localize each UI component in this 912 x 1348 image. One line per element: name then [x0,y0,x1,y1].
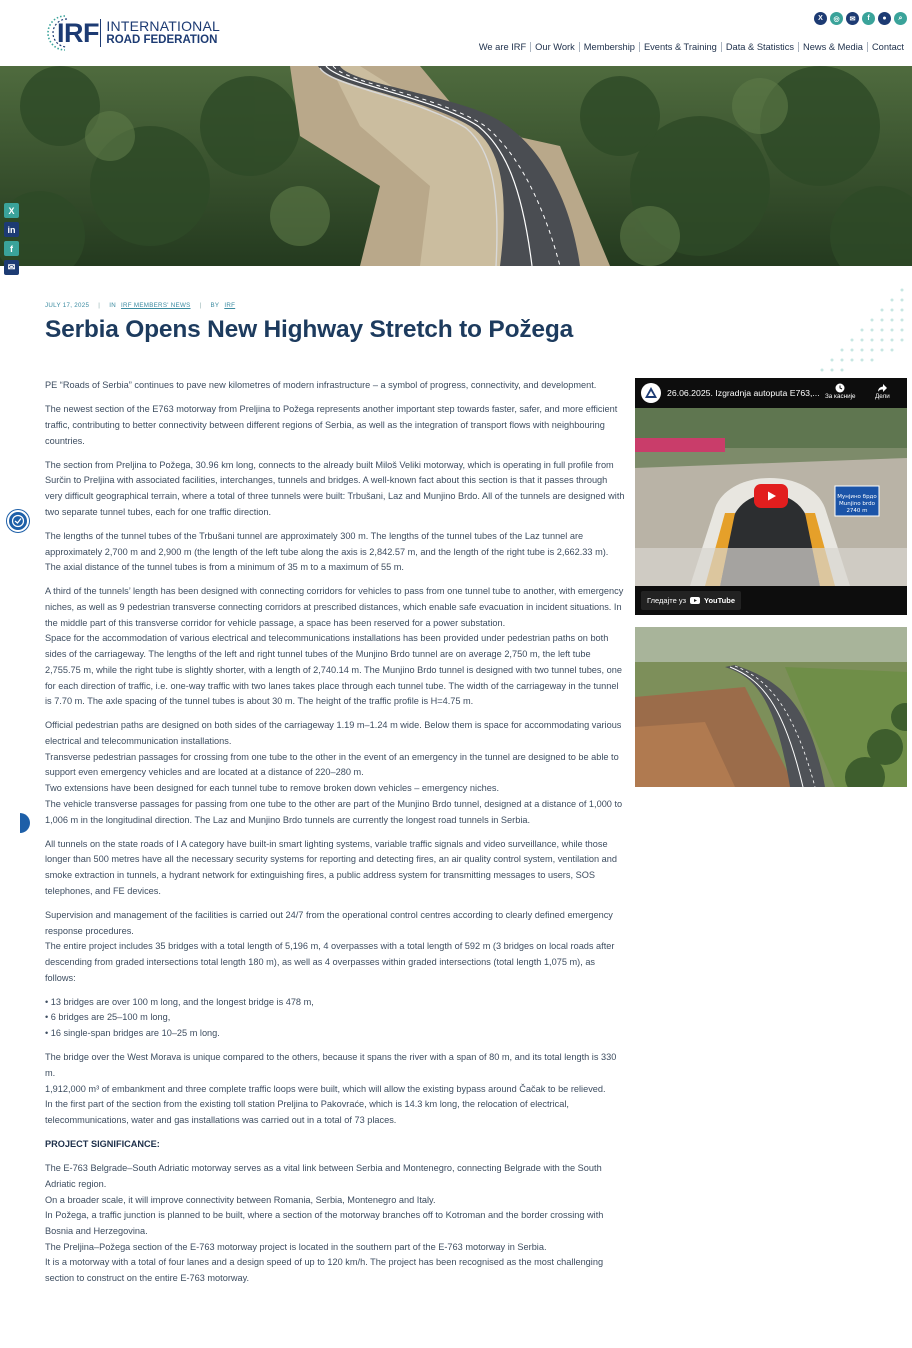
list-item: • 16 single-span bridges are 10–25 m long. [45,1028,220,1039]
x-icon[interactable]: X [814,12,827,25]
paragraph: 1,912,000 m³ of embankment and three complete traffic loops were built, which will allow the existing bypass around Čačak to be relieved. [45,1083,606,1094]
watch-later-label: За касније [825,393,856,400]
logo-wordmark [106,19,220,47]
nav-membership[interactable]: Membership [583,42,635,52]
share-icon [877,383,888,393]
category-link[interactable]: IRF MEMBERS' NEWS [120,302,191,309]
x-icon[interactable]: X [4,203,19,218]
youtube-wordmark: YouTube [704,596,735,605]
list-item: • 13 bridges are over 100 m long, and the longest bridge is 478 m, [45,996,314,1007]
facebook-icon[interactable]: f [862,12,875,25]
logo-line2: ROAD FEDERATION [106,34,218,47]
paragraph: The Preljina–Požega section of the E-763 motorway project is located in the southern part of the E-763 motorway in Serbia. [45,1241,547,1252]
paragraph: Official pedestrian paths are designed on both sides of the carriageway 1.19 m–1.24 m wide. Below them is space for accommodating various electrical and telecommunication installations. [45,720,622,747]
paragraph: The section from Preljina to Požega, 30.96 km long, connects to the already built Miloš Veliki motorway, which is operating in full profile from Surčin to Preljina with associated facilities, interchanges, tunnels and bridges. A well-known fact about this section is that it passes through very difficult geographical terrain, where a total of three tunnels were built: Trbušani, Laz and Munjino Brdo. All of the tunnels are designed with two separate tunnel tubes, each for one traffic direction. [45,459,625,517]
motorway-aerial-photo [635,627,907,787]
search-icon[interactable]: ⌕ [894,12,907,25]
header-social-links [814,12,907,25]
page-title: Serbia Opens New Highway Stretch to Požega [45,316,574,343]
paragraph: In the first part of the section from the existing toll station Preljina to Pakovraće, which is 14.3 km long, the relocation of electrical, telecommunications, water and gas installations was carried out in a total of 73 places. [45,1099,569,1126]
logo-mark [45,12,100,54]
irf-logo[interactable] [45,12,220,54]
logo-abbreviation: IRF [57,18,99,48]
share-label: Дели [875,393,890,400]
watch-on-youtube-button[interactable] [641,591,741,610]
main-nav [475,42,908,52]
accessibility-icon [11,514,25,528]
video-title[interactable]: 26.06.2025. Izgradnja autoputa E763,... [667,388,820,398]
paragraph: In Požega, a traffic junction is planned to be built, where a section of the motorway branches off to Kotroman and the border crossing with Bosnia and Herzegovina. [45,1210,604,1237]
paragraph: Space for the accommodation of various electrical and telecommunications installations has been provided under pedestrian paths on both sides of the carriageway. The lengths of the left and right tunnel tubes of the Munjino Brdo tunnel are on average 2,750 m, the left tube 2,755.75 m, while the right tube is slightly shorter, with a length of 2,740.14 m. The Munjino Brdo tunnel is designed with two tunnel tubes, one for each direction of traffic, i.e. one-way traffic with two lanes takes place through each tunnel tube. The width of the carriageway in the tunnel is 7.70 m. The axle spacing of the tunnel tubes is about 30 m. The height of the traffic profile is H=4.75 m. [45,633,622,707]
dots-decoration [802,280,912,380]
watch-later-button[interactable] [825,383,856,400]
nav-our-work[interactable]: Our Work [535,42,575,52]
video-header [635,378,907,408]
paragraph: The bridge over the West Morava is unique compared to the others, because it spans the river with a span of 80 m, and its total length is 330 m. [45,1052,617,1078]
paragraph: The E-763 Belgrade–South Adriatic motorway serves as a vital link between Serbia and Montenegro, connecting Belgrade with the South Adriatic region. [45,1163,602,1189]
paragraph: Supervision and management of the facilities is carried out 24/7 from the operational control centres according to clearly defined emergency response procedures. [45,909,613,936]
author-link[interactable]: IRF [224,302,236,309]
meta-divider: | [199,302,202,309]
by-label: BY [210,302,220,309]
paragraph: The vehicle transverse passages for passing from one tube to the other are part of the Munjino Brdo tunnel, designed at a distance of 1,000 to 1,006 m in the longitudinal direction. The Laz and Munjino Brdo tunnels are currently the longest road tunnels in Serbia. [45,798,623,825]
paragraph: Transverse pedestrian passages for crossing from one tube to the other in the event of an emergency in the tunnel are designed to be able to support even emergency vehicles and are located at a distance of 220–280 m. [45,751,619,778]
flickr-icon[interactable]: ● [878,12,891,25]
share-bar [4,203,19,275]
youtube-logo-icon [690,597,700,604]
nav-news-media[interactable]: News & Media [803,42,863,52]
section-heading: PROJECT SIGNIFICANCE: [45,1139,160,1150]
clock-icon [835,383,845,393]
paragraph: The lengths of the tunnel tubes of the Trbušani tunnel are approximately 300 m. The lengths of the tunnel tubes of the Laz tunnel are approximately 2,700 m and 2,900 m (the length of the left tube along the axis is 2,842.57 m, and the length of the right tube is 2,662.33 m). The axial distance of the tunnel tubes is from a minimum of 35 m to a maximum of 55 m. [45,530,609,573]
nav-contact[interactable]: Contact [871,42,904,52]
side-tab-toggle[interactable] [20,813,30,833]
nav-events-training[interactable]: Events & Training [643,42,717,52]
article-body [45,378,625,1287]
paragraph: All tunnels on the state roads of I A category have built-in smart lighting systems, variable traffic signals and video surveillance, while those longer than 500 metres have all the necessary security systems for reporting and detecting fires, an air quality control system, ventilation and smoke extraction in tunnels, a hydrant network for extinguishing fires, a public address system for transmitting messages to users, SOS telephones, and FE devices. [45,838,617,896]
sign-line1: Мунјино брдо [837,494,877,500]
instagram-icon[interactable]: ◎ [830,12,843,25]
sign-line2: Munjino brdo [839,501,875,507]
paragraph: The newest section of the E763 motorway from Preljina to Požega represents another important step towards faster, safer, and more efficient traffic, contributing to better connectivity between different regions of Serbia, as well as the integration of transport flows with neighbouring countries. [45,404,618,446]
nav-we-are-irf[interactable]: We are IRF [478,42,527,52]
paragraph: It is a motorway with a total of four lanes and a design speed of up to 120 km/h. The project has been recognised as the most challenging section to construct on the entire E-763 motorway. [45,1257,604,1284]
nav-data-statistics[interactable]: Data & Statistics [725,42,795,52]
video-footer [635,586,907,615]
post-date: JULY 17, 2025 [45,302,90,309]
email-icon[interactable]: ✉ [846,12,859,25]
meta-divider: | [98,302,101,309]
paragraph: The entire project includes 35 bridges with a total length of 5,196 m, 4 overpasses with a total length of 592 m (3 bridges on local roads after descending from graded intersections total length 180 m), as well as 4 overpasses within graded intersections (total length 1,075 m), as follows: [45,941,615,983]
paragraph: On a broader scale, it will improve connectivity between Romania, Serbia, Montenegro and Italy. [45,1194,436,1205]
post-meta [45,302,235,309]
email-icon[interactable]: ✉ [4,260,19,275]
paragraph: PE “Roads of Serbia” continues to pave new kilometres of modern infrastructure – a symbol of progress, connectivity, and development. [45,380,597,390]
site-header [0,0,912,66]
youtube-embed[interactable] [635,378,907,615]
accessibility-button[interactable] [7,510,29,532]
list-item: • 6 bridges are 25–100 m long, [45,1012,171,1023]
facebook-icon[interactable]: f [4,241,19,256]
watch-on-label: Гледајте уз [647,596,687,605]
share-button[interactable] [875,383,890,400]
play-icon [765,490,777,502]
sign-line3: 2740 m [846,508,868,514]
channel-avatar[interactable] [641,383,661,403]
logo-line1: INTERNATIONAL [106,18,220,35]
paragraph: A third of the tunnels’ length has been designed with connecting corridors for vehicles to pass from one tunnel tube to another, with emergency niches, as well as 9 pedestrian transverse connecting corridors at prescribed distances, which enable safe evacuation in incident situations. In the middle part of this transverse corridor for vehicle passage, a space has been reserved for a power substation. [45,586,624,628]
paragraph: Two extensions have been designed for each tunnel tube to remove broken down vehicles – emergency niches. [45,783,500,794]
play-button[interactable] [754,484,788,508]
in-label: IN [109,302,116,309]
hero-highway-image [0,66,912,266]
linkedin-icon[interactable]: in [4,222,19,237]
